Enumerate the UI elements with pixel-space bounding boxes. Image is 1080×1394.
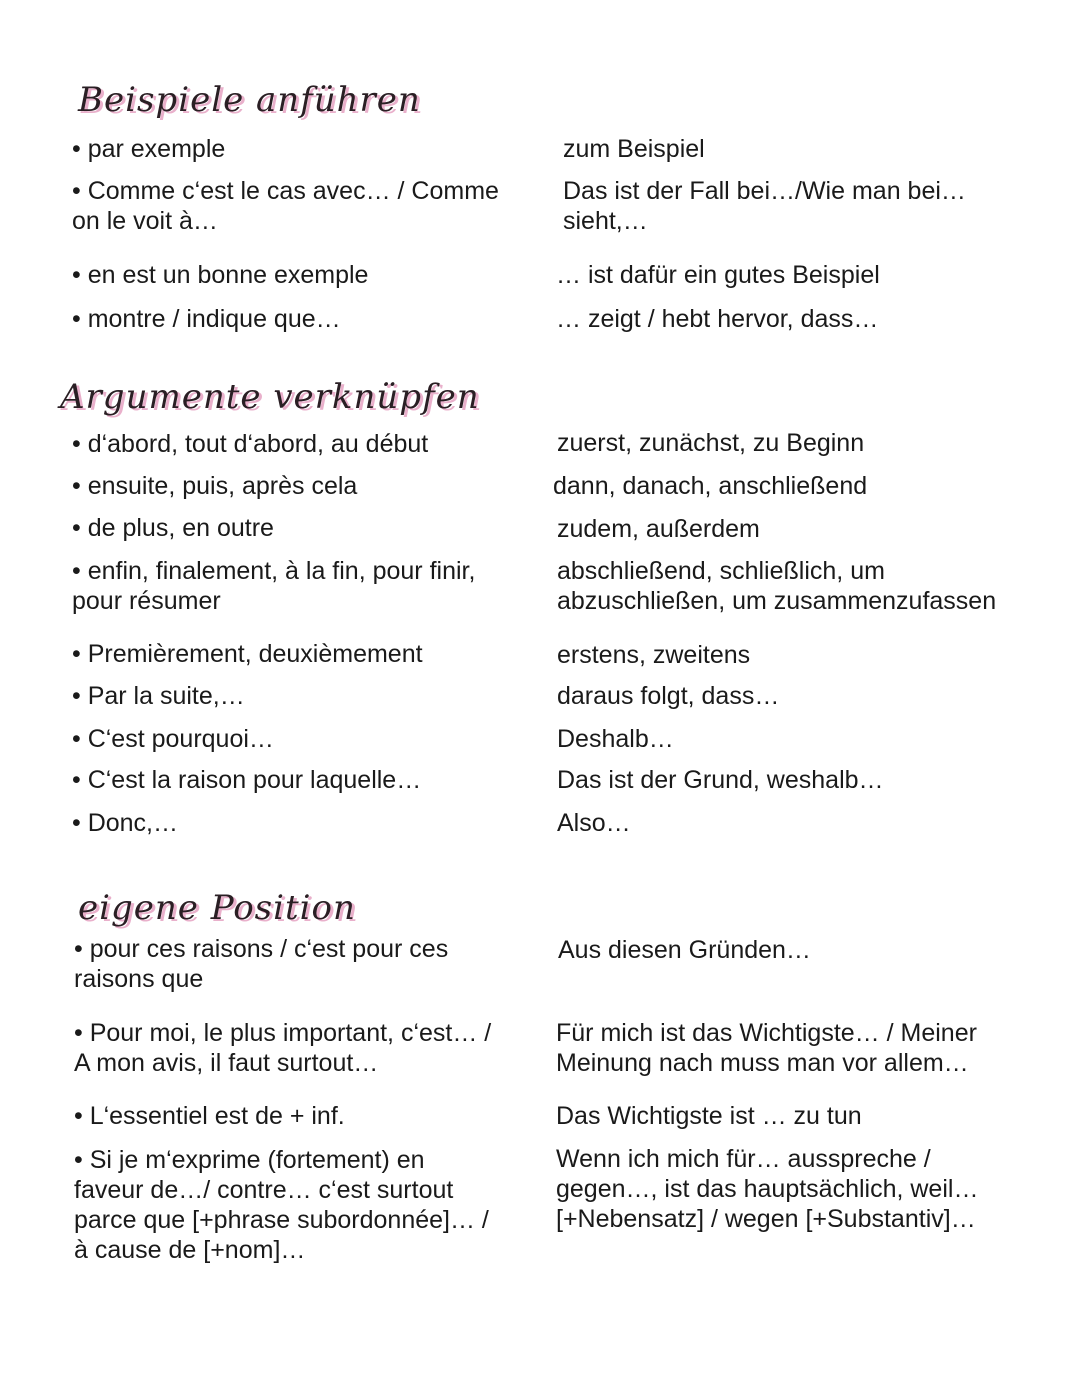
- phrase-de: Das ist der Grund, weshalb…: [557, 766, 884, 794]
- phrase-fr: • Si je m‘exprime (fortement) en faveur de…/ contre… c‘est surtout parce que [+phrase subordonnée]… / à cause de [+nom]…: [74, 1146, 489, 1264]
- phrase-fr: • par exemple: [72, 135, 226, 163]
- phrase-fr: • Premièrement, deuxièmement: [72, 640, 423, 668]
- phrase-fr: • Donc,…: [72, 809, 179, 837]
- phrase-de: … ist dafür ein gutes Beispiel: [556, 261, 880, 289]
- phrase-de: zum Beispiel: [563, 135, 705, 163]
- phrase-fr: • Par la suite,…: [72, 682, 245, 710]
- phrase-de: zuerst, zunächst, zu Beginn: [557, 429, 865, 457]
- section-heading-argumente: Argumente verknüpfen: [60, 377, 480, 417]
- phrase-de: Deshalb…: [557, 725, 674, 753]
- phrase-fr: • Comme c‘est le cas avec… / Comme on le voit à…: [72, 177, 499, 235]
- phrase-de: Das Wichtigste ist … zu tun: [556, 1102, 862, 1130]
- phrase-de: daraus folgt, dass…: [557, 682, 780, 710]
- phrase-fr: • d‘abord, tout d‘abord, au début: [72, 430, 429, 458]
- phrase-fr: • Pour moi, le plus important, c‘est… / A mon avis, il faut surtout…: [74, 1019, 492, 1077]
- section-heading-beispiele: Beispiele anführen: [78, 80, 421, 120]
- section-heading-eigene-position: eigene Position: [78, 888, 356, 928]
- phrase-de: zudem, außerdem: [557, 515, 760, 543]
- phrase-fr: • C‘est pourquoi…: [72, 725, 274, 753]
- phrase-de: Das ist der Fall bei…/Wie man bei… sieht,…: [563, 177, 966, 235]
- phrase-fr: • enfin, finalement, à la fin, pour finir, pour résumer: [72, 557, 476, 615]
- phrase-de: Also…: [557, 809, 631, 837]
- phrase-de: erstens, zweitens: [557, 641, 751, 669]
- phrase-de: abschließend, schließlich, um abzuschließen, um zusammenzufassen: [557, 557, 997, 615]
- phrase-fr: • en est un bonne exemple: [72, 261, 369, 289]
- phrase-fr: • L‘essentiel est de + inf.: [74, 1102, 345, 1130]
- phrase-fr: • C‘est la raison pour laquelle…: [72, 766, 422, 794]
- phrase-de: Aus diesen Gründen…: [558, 936, 811, 964]
- phrase-de: … zeigt / hebt hervor, dass…: [556, 305, 879, 333]
- phrase-fr: • pour ces raisons / c‘est pour ces raisons que: [74, 935, 449, 993]
- phrase-fr: • ensuite, puis, après cela: [72, 472, 358, 500]
- phrase-fr: • montre / indique que…: [72, 305, 341, 333]
- phrase-fr: • de plus, en outre: [72, 514, 274, 542]
- phrase-de: dann, danach, anschließend: [553, 472, 868, 500]
- phrase-de: Für mich ist das Wichtigste… / Meiner Meinung nach muss man vor allem…: [556, 1019, 977, 1077]
- phrase-de: Wenn ich mich für… ausspreche / gegen…, ist das hauptsächlich, weil… [+Nebensatz] / wegen [+Substantiv]…: [556, 1145, 979, 1233]
